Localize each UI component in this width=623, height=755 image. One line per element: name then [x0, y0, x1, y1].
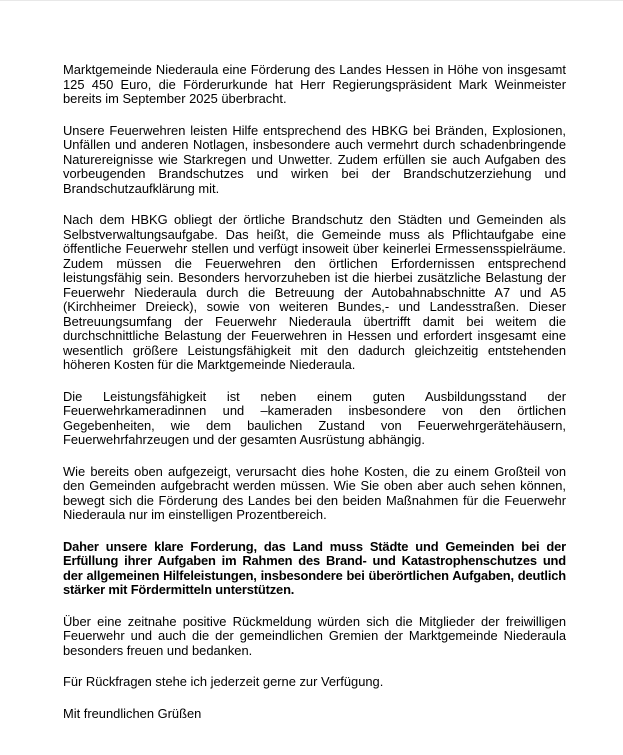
- paragraph-funding-amount: Marktgemeinde Niederaula eine Förderung des Landes Hessen in Höhe von insgesamt 125 450 Euro, die Förderurkunde hat Herr Regierungspräsident Mark Weinmeister bereits im September 2025 überbracht.: [63, 62, 566, 106]
- page-top-edge: [0, 0, 623, 1]
- paragraph-hbkg-obligations: Nach dem HBKG obliegt der örtliche Brandschutz den Städten und Gemeinden als Selbstverwaltungsaufgabe. Das heißt, die Gemeinde muss als Pflichtaufgabe eine öffentliche Feuerwehr stellen und verfügt insoweit über keinerlei Ermessensspielräume. Zudem müssen die Feuerwehren den örtlichen Erfordernissen entsprechend leistungsfähig sein. Besonders hervorzuheben ist die hierbei zusätzliche Belastung der Feuerwehr Niederaula durch die Betreuung der Autobahnabschnitte A7 und A5 (Kirchheimer Dreieck), sowie von weiteren Bundes,- und Landesstraßen. Dieser Betreuungsumfang der Feuerwehr Niederaula übertrifft damit bei weitem die durchschnittliche Belastung der Feuerwehren in Hessen und erfordert insgesamt eine wesentlich größere Leistungsfähigkeit mit den dadurch gleichzeitig entstehenden höheren Kosten für die Marktgemeinde Niederaula.: [63, 212, 566, 372]
- paragraph-feedback-request: Über eine zeitnahe positive Rückmeldung würden sich die Mitglieder der freiwilligen Feuerwehr und auch die der gemeindlichen Gremien der Marktgemeinde Niederaula besonders freuen und bedanken.: [63, 613, 566, 658]
- paragraph-demand: Daher unsere klare Forderung, das Land muss Städte und Gemeinden bei der Erfüllung ihrer Aufgaben im Rahmen des Brand- und Katastrophenschutzes und der allgemeinen Hilfeleistungen, insbesondere bei überörtlichen Aufgaben, deutlich stärker mit Fördermitteln unterstützen.: [63, 538, 566, 597]
- paragraph-costs: Wie bereits oben aufgezeigt, verursacht dies hohe Kosten, die zu einem Großteil von den Gemeinden aufgebracht werden müssen. Wie Sie oben aber auch sehen können, bewegt sich die Förderung des Landes bei den beiden Maßnahmen für die Feuerwehr Niederaula nur im einstelligen Prozentbereich.: [63, 463, 566, 522]
- document-page: [63, 63, 566, 721]
- paragraph-capability: Die Leistungsfähigkeit ist neben einem guten Ausbildungsstand der Feuerwehrkameradinnen und –kameraden insbesondere von den örtlichen Gegebenheiten, wie dem baulichen Zustand von Feuerwehrgerätehäusern, Feuerwehrfahrzeugen und der gesamten Ausrüstung abhängig.: [63, 388, 566, 447]
- closing-salutation: Mit freundlichen Grüßen: [63, 705, 202, 721]
- paragraph-fire-brigade-duties: Unsere Feuerwehren leisten Hilfe entsprechend des HBKG bei Bränden, Explosionen, Unfällen und anderen Notlagen, insbesondere auch vermehrt durch schadenbringende Naturereignisse wie Starkregen und Unwetter. Zudem erfüllen sie auch Aufgaben des vorbeugenden Brandschutzes und wirken bei der Brandschutzerziehung und Brandschutzaufklärung mit.: [63, 122, 566, 196]
- paragraph-contact-offer: Für Rückfragen stehe ich jederzeit gerne zur Verfügung.: [63, 674, 384, 689]
